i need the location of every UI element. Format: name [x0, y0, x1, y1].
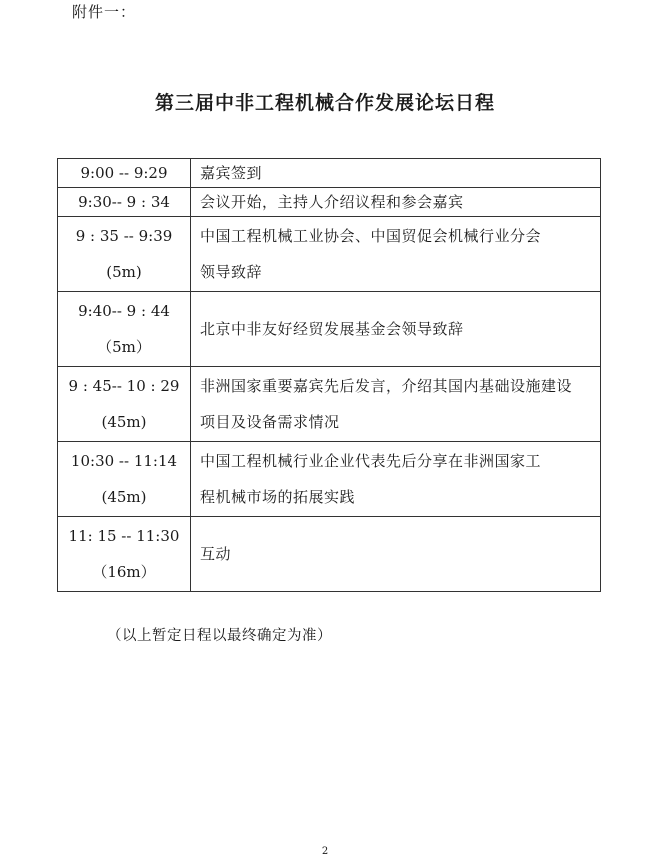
agenda-item-text: 中国工程机械行业企业代表先后分享在非洲国家工: [200, 452, 542, 470]
time-duration: (45m): [101, 413, 147, 431]
time-range: 11: 15 -- 11:30: [68, 527, 180, 545]
table-row: [58, 217, 601, 292]
time-duration: (5m): [106, 263, 142, 281]
page-number: 2: [321, 846, 329, 857]
time-range: 9 : 35 -- 9:39: [75, 227, 173, 245]
time-cell: [58, 159, 191, 188]
time-duration: （16m）: [92, 563, 156, 581]
time-duration: (45m): [101, 488, 147, 506]
agenda-item-text: 中国工程机械工业协会、中国贸促会机械行业分会: [200, 227, 542, 245]
time-cell: [58, 442, 191, 517]
agenda-item-text: 嘉宾签到: [200, 164, 263, 182]
time-range: 9:30-- 9 : 34: [78, 193, 170, 211]
table-row: [58, 442, 601, 517]
agenda-item-text: 领导致辞: [200, 263, 263, 281]
agenda-item-cell: [191, 188, 601, 217]
agenda-item-text: 北京中非友好经贸发展基金会领导致辞: [200, 320, 464, 338]
agenda-item-cell: [191, 217, 601, 292]
time-range: 9:40-- 9 : 44: [78, 302, 170, 320]
time-range: 9:00 -- 9:29: [80, 164, 168, 182]
table-row: [58, 517, 601, 592]
table-row: [58, 367, 601, 442]
time-range: 9 : 45-- 10 : 29: [68, 377, 180, 395]
agenda-item-text: 项目及设备需求情况: [200, 413, 340, 431]
schedule-note: （以上暂定日程以最终确定为准）: [107, 628, 332, 644]
schedule-table: [57, 158, 601, 592]
time-cell: [58, 188, 191, 217]
document-title: 第三届中非工程机械合作发展论坛日程: [154, 92, 495, 114]
agenda-item-cell: [191, 159, 601, 188]
table-row: [58, 188, 601, 217]
time-cell: [58, 367, 191, 442]
attachment-label: 附件一：: [72, 3, 137, 21]
agenda-item-cell: [191, 292, 601, 367]
agenda-item-text: 互动: [200, 545, 232, 563]
agenda-item-text: 程机械市场的拓展实践: [200, 488, 356, 506]
agenda-item-cell: [191, 442, 601, 517]
time-duration: （5m）: [97, 338, 151, 356]
time-cell: [58, 517, 191, 592]
time-cell: [58, 292, 191, 367]
agenda-item-cell: [191, 367, 601, 442]
time-range: 10:30 -- 11:14: [70, 452, 178, 470]
table-row: [58, 292, 601, 367]
agenda-item-text: 非洲国家重要嘉宾先后发言，介绍其国内基础设施建设: [200, 377, 573, 395]
time-cell: [58, 217, 191, 292]
agenda-item-text: 会议开始，主持人介绍议程和参会嘉宾: [200, 193, 464, 211]
table-row: [58, 159, 601, 188]
agenda-item-cell: [191, 517, 601, 592]
